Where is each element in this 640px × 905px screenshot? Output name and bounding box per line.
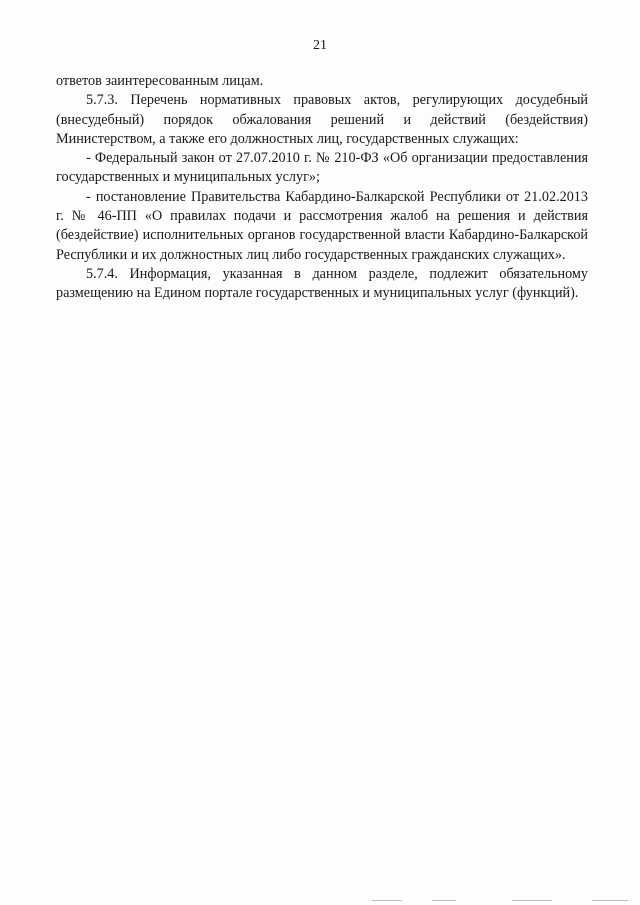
scan-mark [372,900,402,901]
paragraph-5-7-3: 5.7.3. Перечень нормативных правовых актов, регулирующих досудебный (внесудебный) порядок обжалования решений и действий (бездействия) Министерством, а также его должностных лиц, государственных служащих: [56,92,588,147]
list-item-government-resolution: - постановление Правительства Кабардино-Балкарской Республики от 21.02.2013 г. № 46-ПП «О правилах подачи и рассмотрения жалоб на решения и действия (бездействие) исполнительных органов государственной власти Кабардино-Балкарской Республики и их должностных лиц либо государственных гражданских служащих». [56,188,588,263]
scan-mark [592,900,628,901]
paragraph-5-7-4: 5.7.4. Информация, указанная в данном разделе, подлежит обязательному размещению на Едином портале государственных и муниципальных услуг (функций). [56,265,588,302]
scan-edge-marks [372,900,640,903]
scan-mark [432,900,456,901]
page-number: 21 [313,38,327,53]
list-item-federal-law: - Федеральный закон от 27.07.2010 г. № 210-ФЗ «Об организации предоставления государственных и муниципальных услуг»; [56,150,588,186]
document-body [56,72,588,304]
paragraph-continuation: ответов заинтересованным лицам. [56,73,264,89]
scan-mark [512,900,552,901]
